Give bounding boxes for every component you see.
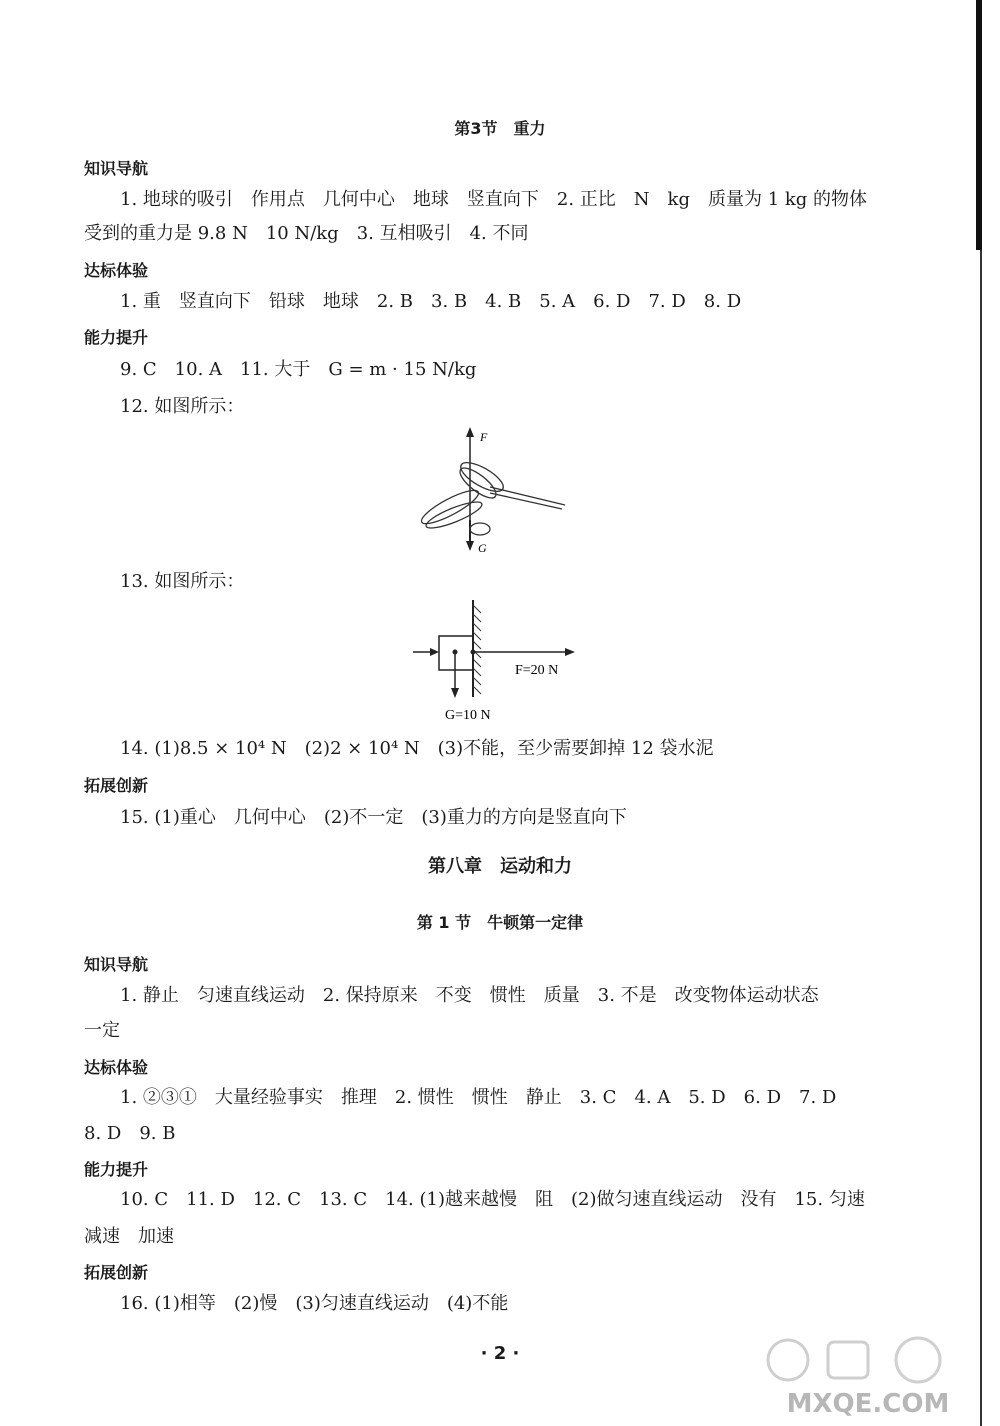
category-ability: 能力提升 [84, 328, 149, 347]
answer-15: 15. (1)重心 几何中心 (2)不一定 (3)重力的方向是竖直向下 [120, 807, 627, 828]
category-extend: 拓展创新 [84, 776, 149, 795]
answer-line: 减速 加速 [84, 1226, 174, 1247]
answer-line: 9. C 10. A 11. 大于 G = m · 15 N/kg [120, 359, 477, 380]
force-f-label: F [480, 430, 488, 444]
answer-line: 一定 [84, 1020, 120, 1041]
force-g-label: G=10 N [445, 708, 491, 723]
section-title: 第 1 节 牛顿第一定律 [416, 913, 584, 932]
answer-line: 10. C 11. D 12. C 13. C 14. (1)越来越慢 阻 (2)做匀速直线运动 没有 15. 匀速 [120, 1189, 865, 1210]
category-ability: 能力提升 [84, 1160, 149, 1179]
question-12: 12. 如图所示： [120, 396, 245, 417]
category-extend: 拓展创新 [84, 1263, 149, 1282]
answer-line: 8. D 9. B [84, 1123, 176, 1144]
force-g-label: G [478, 541, 487, 555]
category-knowledge-nav: 知识导航 [84, 159, 149, 178]
watermark-logo [758, 1330, 978, 1420]
question-13: 13. 如图所示： [120, 571, 245, 592]
page-edge-line [980, 250, 982, 1426]
category-practice: 达标体验 [84, 261, 149, 280]
figure-12-dragonfly [410, 425, 580, 560]
chapter-title: 第八章 运动和力 [428, 856, 572, 877]
section-title: 第3节 重力 [454, 119, 546, 138]
page-number: · 2 · [480, 1343, 520, 1364]
category-knowledge-nav: 知识导航 [84, 955, 149, 974]
category-practice: 达标体验 [84, 1058, 149, 1077]
answer-line: 1. ②③① 大量经验事实 推理 2. 惯性 惯性 静止 3. C 4. A 5. D 6. D 7. D [120, 1087, 837, 1108]
force-f-label: F=20 N [515, 663, 559, 678]
answer-16: 16. (1)相等 (2)慢 (3)匀速直线运动 (4)不能 [120, 1293, 509, 1314]
answer-line: 受到的重力是 9.8 N 10 N/kg 3. 互相吸引 4. 不同 [84, 223, 529, 244]
figure-13-block-wall [405, 600, 585, 725]
watermark-text: MXQE.COM [786, 1389, 950, 1419]
answer-14: 14. (1)8.5 × 10⁴ N (2)2 × 10⁴ N (3)不能，至少需要卸掉 12 袋水泥 [120, 738, 714, 759]
answer-line: 1. 重 竖直向下 铅球 地球 2. B 3. B 4. B 5. A 6. D 7. D 8. D [120, 291, 742, 312]
answer-line: 1. 地球的吸引 作用点 几何中心 地球 竖直向下 2. 正比 N kg 质量为 1 kg 的物体 [120, 189, 868, 210]
answer-line: 1. 静止 匀速直线运动 2. 保持原来 不变 惯性 质量 3. 不是 改变物体运动状态 [120, 985, 819, 1006]
